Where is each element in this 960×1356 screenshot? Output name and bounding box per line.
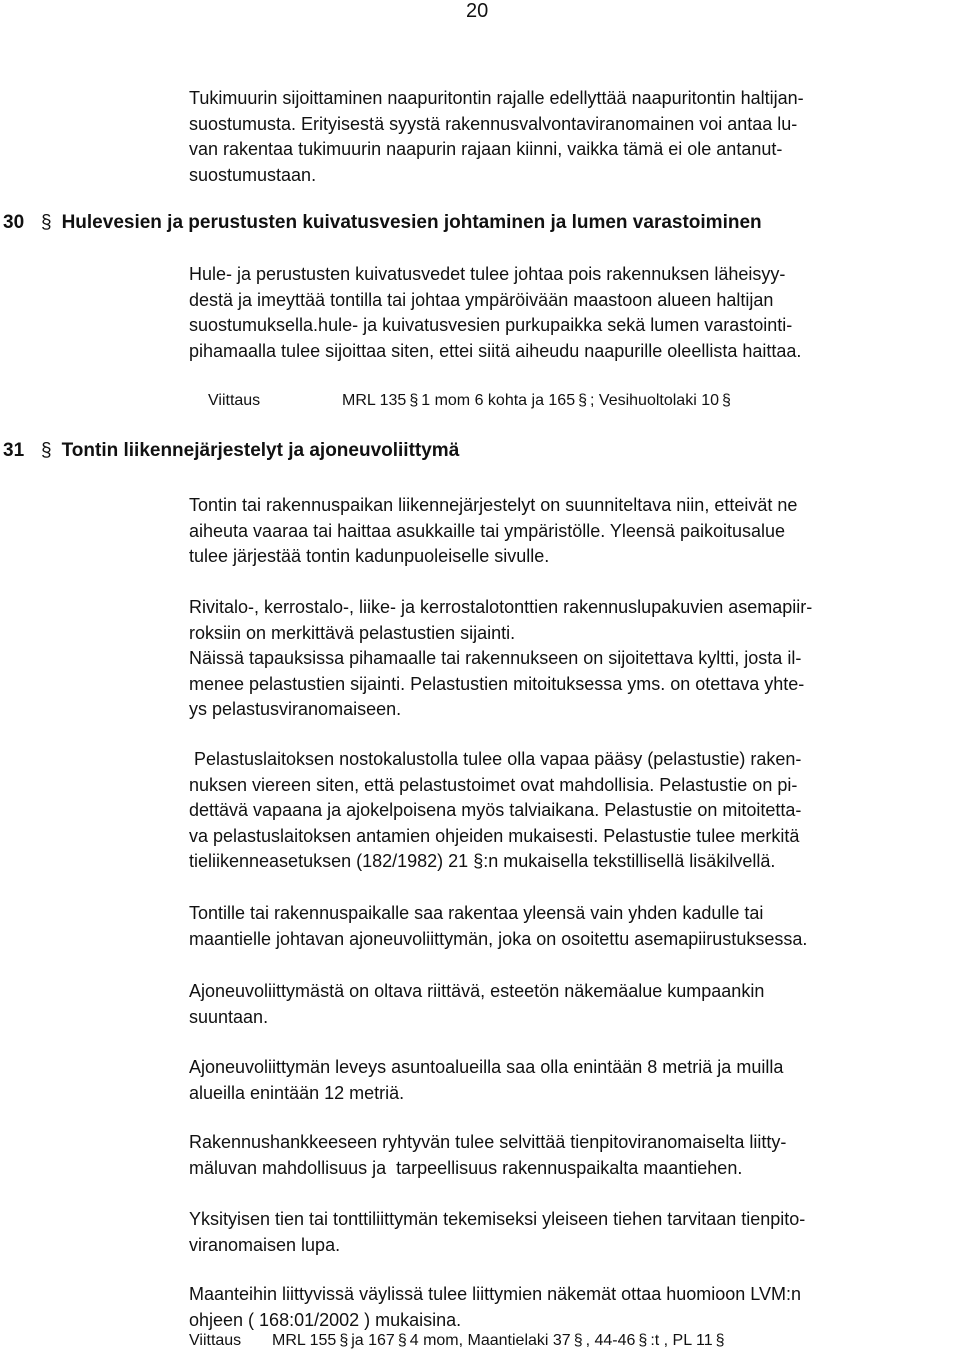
section-symbol: § bbox=[573, 1332, 583, 1349]
text-line: destä ja imeyttää tontilla tai johtaa ympäröivään maastoon alueen haltijan bbox=[189, 289, 774, 310]
text-line: maantielle johtavan ajoneuvoliittymän, joka on osoitettu asemapiirustuksessa. bbox=[189, 928, 808, 949]
section-symbol: § bbox=[409, 392, 419, 409]
text-line: va pelastuslaitoksen antamien ohjeiden mukaisesti. Pelastustie tulee merkitä bbox=[189, 825, 800, 846]
text-line: Ajoneuvoliittymästä on oltava riittävä, esteetön näkemäalue kumpaankin bbox=[189, 981, 765, 1001]
text-line: Näissä tapauksissa pihamaalle tai rakennukseen on sijoitettava kyltti, josta il- bbox=[189, 648, 802, 668]
section-31-paragraph-8 bbox=[189, 1207, 951, 1258]
reference-text: MRL 155 bbox=[272, 1332, 337, 1349]
section-31-paragraph-5 bbox=[189, 979, 951, 1030]
text-line: Ajoneuvoliittymän leveys asuntoalueilla saa olla enintään 8 metriä ja muilla bbox=[189, 1057, 784, 1077]
text-line: Rivitalo-, kerrostalo-, liike- ja kerrostalotonttien rakennuslupakuvien asemapiir- bbox=[189, 597, 813, 617]
section-31-paragraph-4 bbox=[189, 901, 951, 952]
text-line: pihamaalla tulee sijoittaa siten, ettei siitä aiheudu naapurille oleellista haittaa. bbox=[189, 340, 802, 361]
reference-text: MRL 135 bbox=[342, 392, 407, 409]
reference-text: :t , PL 11 bbox=[650, 1332, 713, 1349]
text-line: ohjeen ( 168:01/2002 ) mukaisina. bbox=[189, 1309, 462, 1330]
section-symbol: § bbox=[397, 1332, 407, 1349]
text-line: Tukimuurin sijoittaminen naapuritontin rajalle edellyttää naapuritontin haltijan- bbox=[189, 88, 804, 108]
text-line: suostumusta. Erityisestä syystä rakennusvalvontaviranomainen voi antaa lu- bbox=[189, 113, 798, 134]
text-line: viranomaisen lupa. bbox=[189, 1234, 341, 1255]
reference-text: 1 mom 6 kohta ja 165 bbox=[421, 392, 576, 409]
text-line: nuksen viereen siten, että pelastustoimet ovat mahdollisia. Pelastustie on pi- bbox=[189, 774, 798, 795]
text-line: Yksityisen tien tai tonttiliittymän tekemiseksi yleiseen tiehen tarvitaan tienpito- bbox=[189, 1209, 806, 1229]
reference-text: ; Vesihuoltolaki 10 bbox=[590, 392, 719, 409]
text-line: Tontille tai rakennuspaikalle saa rakentaa yleensä vain yhden kadulle tai bbox=[189, 903, 764, 923]
text-line: ys pelastusviranomaiseen. bbox=[189, 699, 402, 719]
section-symbol: § bbox=[715, 1332, 725, 1349]
section-30-heading bbox=[3, 212, 762, 234]
reference-text: 4 mom, Maantielaki 37 bbox=[409, 1332, 571, 1349]
text-line: Maanteihin liittyvissä väylissä tulee liittymien näkemät ottaa huomioon LVM:n bbox=[189, 1284, 801, 1304]
text-line: Rakennushankkeeseen ryhtyvän tulee selvittää tienpitoviranomaiselta liitty- bbox=[189, 1132, 787, 1152]
section-symbol: § bbox=[473, 851, 484, 871]
text-line: van rakentaa tukimuurin naapurin rajaan kiinni, vaikka tämä ei ole antanut- bbox=[189, 139, 783, 159]
reference-label: Viittaus bbox=[189, 1332, 242, 1349]
text-line: alueilla enintään 12 metriä. bbox=[189, 1082, 405, 1103]
section-31-paragraph-3 bbox=[189, 747, 951, 875]
reference-label: Viittaus bbox=[208, 392, 261, 409]
section-symbol: § bbox=[722, 392, 731, 409]
page-number: 20 bbox=[466, 0, 489, 22]
section-30-reference bbox=[208, 392, 734, 410]
section-31-heading bbox=[3, 440, 459, 462]
reference-text: , 44-46 bbox=[585, 1332, 636, 1349]
text-line: mäluvan mahdollisuus ja tarpeellisuus rakennuspaikalta maantiehen. bbox=[189, 1157, 743, 1178]
section-30-paragraph bbox=[189, 262, 951, 364]
text-fragment: :n mukaisella tekstillisellä lisäkilvellä. bbox=[483, 851, 776, 871]
text-line: Hule- ja perustusten kuivatusvedet tulee johtaa pois rakennuksen läheisyy- bbox=[189, 264, 786, 284]
section-31-paragraph-1 bbox=[189, 493, 951, 570]
section-title: Hulevesien ja perustusten kuivatusvesien johtaminen ja lumen varastoiminen bbox=[61, 212, 762, 233]
text-line: Pelastuslaitoksen nostokalustolla tulee olla vapaa pääsy (pelastustie) raken- bbox=[189, 749, 802, 769]
section-number: 30 bbox=[3, 212, 25, 233]
text-line bbox=[189, 849, 951, 875]
text-line: dettävä vapaana ja ajokelpoisena myös talviaikana. Pelastustie on mitoitetta- bbox=[189, 800, 802, 820]
text-line: suuntaan. bbox=[189, 1006, 269, 1027]
text-fragment: tieliikenneasetuksen (182/1982) 21 bbox=[189, 851, 469, 871]
section-symbol: § bbox=[638, 1332, 648, 1349]
text-line: Tontin tai rakennuspaikan liikennejärjestelyt on suunniteltava niin, etteivät ne bbox=[189, 495, 798, 515]
section-symbol: § bbox=[41, 440, 52, 461]
section-symbol: § bbox=[578, 392, 588, 409]
text-line: suostumustaan. bbox=[189, 164, 317, 185]
section-31-paragraph-6 bbox=[189, 1055, 951, 1106]
section-31-paragraph-2 bbox=[189, 595, 951, 723]
section-symbol: § bbox=[339, 1332, 349, 1349]
section-title: Tontin liikennejärjestelyt ja ajoneuvoliittymä bbox=[61, 440, 460, 461]
section-31-paragraph-7 bbox=[189, 1130, 951, 1181]
text-line: tulee järjestää tontin kadunpuoleiselle sivulle. bbox=[189, 546, 550, 566]
intro-paragraph bbox=[189, 86, 951, 188]
section-31-reference bbox=[189, 1332, 728, 1350]
section-symbol: § bbox=[41, 212, 52, 233]
text-line: roksiin on merkittävä pelastustien sijainti. bbox=[189, 622, 516, 643]
section-31-paragraph-9 bbox=[189, 1282, 951, 1333]
text-line: suostumuksella.hule- ja kuivatusvesien purkupaikka sekä lumen varastointi- bbox=[189, 315, 793, 335]
text-line: aiheuta vaaraa tai haittaa asukkaille tai ympäristölle. Yleensä paikoitusalue bbox=[189, 520, 786, 541]
reference-text: ja 167 bbox=[351, 1332, 395, 1349]
text-line: menee pelastustien sijainti. Pelastustien mitoituksessa yms. on otettava yhte- bbox=[189, 673, 805, 694]
section-number: 31 bbox=[3, 440, 25, 461]
